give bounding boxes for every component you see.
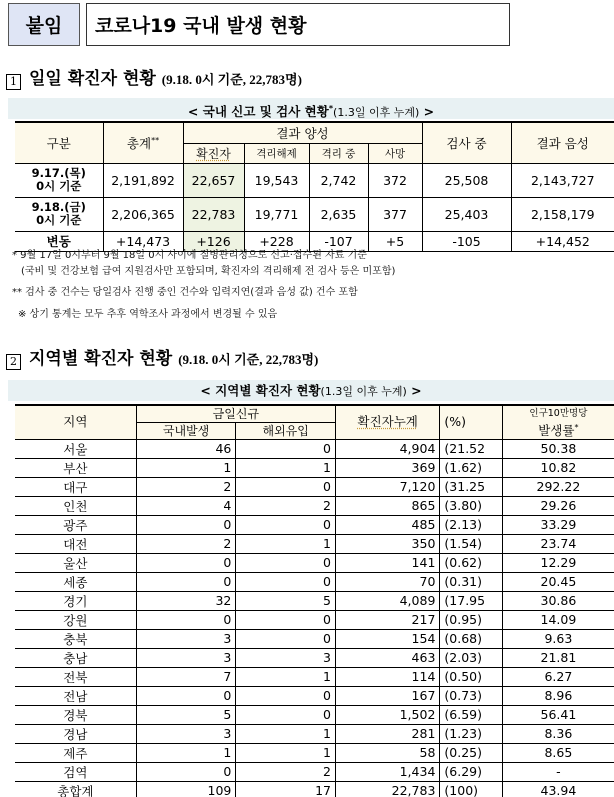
cell-imported: 0: [236, 705, 336, 724]
domestic-tests-table: [15, 121, 614, 252]
section-number-box: 2: [6, 354, 21, 370]
cell-imported: 1: [236, 534, 336, 553]
cell-percent: (0.95): [440, 610, 502, 629]
cell-imported: 0: [236, 686, 336, 705]
footnote: * 9월 17일 0시부터 9월 18일 0시 사이에 질병관리청으로 신고·접수된 자료 기준: [12, 250, 367, 261]
section-subtitle: (9.18. 0시 기준, 22,783명): [161, 72, 302, 87]
cell-domestic: 0: [136, 515, 236, 534]
cell-cumulative: 70: [335, 572, 439, 591]
cell-negative: 2,158,179: [511, 197, 614, 231]
cell-isolated: 2,742: [309, 163, 368, 197]
cell-cumulative: 865: [335, 496, 439, 515]
cell-rate: 23.74: [502, 534, 614, 553]
cell-region: 제주: [15, 743, 136, 762]
section-1-heading: [6, 64, 302, 89]
cell-cumulative: 4,089: [335, 591, 439, 610]
attachment-tag: 붙임: [8, 3, 80, 46]
cell-percent: (17.95: [440, 591, 502, 610]
cell-region: 광주: [15, 515, 136, 534]
cell-rate: 56.41: [502, 705, 614, 724]
cell-cumulative: 463: [335, 648, 439, 667]
cell-total: +14,473: [103, 231, 183, 251]
cell-cumulative: 141: [335, 553, 439, 572]
cell-imported: 3: [236, 648, 336, 667]
cell-region: 경남: [15, 724, 136, 743]
cell-rate: 20.45: [502, 572, 614, 591]
header-total: [103, 122, 183, 163]
cell-region: 세종: [15, 572, 136, 591]
cell-rate: 8.36: [502, 724, 614, 743]
cell-domestic: 0: [136, 610, 236, 629]
header-new-today: 금일신규: [136, 405, 335, 422]
footnote: (국비 및 건강보험 급여 지원검사만 포함되며, 확진자의 격리해제 전 검사 등은 미포함): [21, 265, 396, 277]
table-row: [15, 629, 614, 648]
cell-cumulative: 167: [335, 686, 439, 705]
header-confirmed-label: 확진자: [196, 146, 231, 161]
cell-cumulative: 281: [335, 724, 439, 743]
table-caption-regional: [8, 380, 614, 401]
document-title: 코로나19 국내 발생 현황: [86, 3, 510, 46]
cell-domestic: 5: [136, 705, 236, 724]
header-percent: (%): [440, 405, 502, 439]
cell-cumulative: 217: [335, 610, 439, 629]
footnote: ** 검사 중 건수는 당일검사 진행 중인 건수와 입력지연(결과 음성 값) 건수 포함: [12, 287, 358, 298]
cell-cumulative: 22,783: [335, 781, 439, 797]
cell-total: 2,191,892: [103, 163, 183, 197]
cell-percent: (31.25: [440, 477, 502, 496]
section-number-box: 1: [6, 74, 21, 90]
cell-negative: +14,452: [511, 231, 614, 251]
cell-region: 전남: [15, 686, 136, 705]
cell-cumulative: 58: [335, 743, 439, 762]
cell-rate: 14.09: [502, 610, 614, 629]
cell-deaths: +5: [368, 231, 422, 251]
footnote-mark: **: [151, 135, 160, 145]
cell-region: 검역: [15, 762, 136, 781]
regional-table-body: [15, 439, 614, 797]
cell-imported: 0: [236, 572, 336, 591]
cell-imported: 0: [236, 610, 336, 629]
cell-rate: 12.29: [502, 553, 614, 572]
cell-cumulative: 369: [335, 458, 439, 477]
caption-end: >: [423, 104, 435, 120]
table-row: [15, 496, 614, 515]
header-positive-group: 결과 양성: [183, 122, 422, 143]
header-isolated: 격리 중: [309, 143, 368, 163]
cell-percent: (1.62): [440, 458, 502, 477]
footnote: ※ 상기 통계는 모두 추후 역학조사 과정에서 변경될 수 있음: [18, 308, 278, 320]
caption-small: (1.3일 이후 누계): [333, 106, 420, 120]
cell-rate: 292.22: [502, 477, 614, 496]
cell-domestic: 7: [136, 667, 236, 686]
cell-percent: (100): [440, 781, 502, 797]
caption-main: < 국내 신고 및 검사 현황: [187, 104, 329, 120]
cell-domestic: 0: [136, 553, 236, 572]
cell-testing: -105: [422, 231, 511, 251]
table-caption-domestic-tests: [8, 98, 614, 119]
cell-region: 강원: [15, 610, 136, 629]
footnote-mark: *: [574, 422, 579, 432]
table-row: [15, 686, 614, 705]
cell-imported: 1: [236, 667, 336, 686]
cell-imported: 17: [236, 781, 336, 797]
cell-total: 2,206,365: [103, 197, 183, 231]
cell-rate: 50.38: [502, 439, 614, 458]
cell-testing: 25,403: [422, 197, 511, 231]
cell-cumulative: 1,502: [335, 705, 439, 724]
table-row: [15, 762, 614, 781]
caption-small: (1.3일 이후 누계): [320, 385, 407, 398]
header-cumulative: [335, 405, 439, 439]
cell-cumulative: 485: [335, 515, 439, 534]
cell-domestic: 2: [136, 477, 236, 496]
cell-region: 서울: [15, 439, 136, 458]
table-row: [15, 515, 614, 534]
table-row: [15, 667, 614, 686]
cell-region: 대전: [15, 534, 136, 553]
cell-rate: 10.82: [502, 458, 614, 477]
table-row: [15, 163, 614, 197]
cell-domestic: 2: [136, 534, 236, 553]
cell-isolated: 2,635: [309, 197, 368, 231]
cell-cumulative: 154: [335, 629, 439, 648]
cell-rate: 6.27: [502, 667, 614, 686]
row-label: 변동: [15, 231, 103, 251]
cell-region: 충북: [15, 629, 136, 648]
cell-region: 대구: [15, 477, 136, 496]
table-row: [15, 591, 614, 610]
cell-percent: (0.50): [440, 667, 502, 686]
cell-domestic: 4: [136, 496, 236, 515]
cell-domestic: 32: [136, 591, 236, 610]
document-header: [8, 3, 510, 46]
cell-rate: 29.26: [502, 496, 614, 515]
caption-main: < 지역별 확진자 현황: [200, 383, 321, 398]
cell-rate: -: [502, 762, 614, 781]
cell-percent: (0.62): [440, 553, 502, 572]
header-domestic: 국내발생: [136, 422, 236, 439]
section-subtitle: (9.18. 0시 기준, 22,783명): [178, 352, 319, 367]
cell-isolated: -107: [309, 231, 368, 251]
table-row: [15, 781, 614, 797]
cell-cumulative: 114: [335, 667, 439, 686]
cell-domestic: 0: [136, 762, 236, 781]
cell-percent: (3.80): [440, 496, 502, 515]
table-row: [15, 572, 614, 591]
cell-region: 인천: [15, 496, 136, 515]
cell-region: 경북: [15, 705, 136, 724]
cell-region: 충남: [15, 648, 136, 667]
cell-testing: 25,508: [422, 163, 511, 197]
cell-percent: (0.73): [440, 686, 502, 705]
caption-footnote-mark: *: [328, 104, 334, 113]
cell-imported: 0: [236, 629, 336, 648]
caption-end: >: [411, 383, 422, 398]
cell-domestic: 0: [136, 686, 236, 705]
table-row: [15, 553, 614, 572]
header-confirmed: [183, 143, 244, 163]
cell-percent: (1.23): [440, 724, 502, 743]
cell-domestic: 0: [136, 572, 236, 591]
cell-region: 총합계: [15, 781, 136, 797]
cell-percent: (0.31): [440, 572, 502, 591]
cell-released: 19,543: [244, 163, 309, 197]
cell-region: 경기: [15, 591, 136, 610]
regional-cases-table: [15, 404, 614, 797]
cell-imported: 1: [236, 458, 336, 477]
cell-rate: 30.86: [502, 591, 614, 610]
header-negative: 결과 음성: [511, 122, 614, 163]
cell-deaths: 372: [368, 163, 422, 197]
cell-confirmed: 22,783: [183, 197, 244, 231]
table-row: [15, 458, 614, 477]
cell-imported: 0: [236, 515, 336, 534]
table-row: [15, 743, 614, 762]
cell-imported: 2: [236, 762, 336, 781]
cell-domestic: 46: [136, 439, 236, 458]
cell-percent: (1.54): [440, 534, 502, 553]
cell-cumulative: 1,434: [335, 762, 439, 781]
cell-confirmed: 22,657: [183, 163, 244, 197]
cell-released: 19,771: [244, 197, 309, 231]
section-title-text: 지역별 확진자 현황: [29, 349, 173, 369]
cell-rate: 21.81: [502, 648, 614, 667]
cell-imported: 1: [236, 724, 336, 743]
header-testing: 검사 중: [422, 122, 511, 163]
cell-domestic: 109: [136, 781, 236, 797]
cell-region: 전북: [15, 667, 136, 686]
header-total-label: 총계: [126, 135, 152, 151]
table-row: [15, 477, 614, 496]
cell-cumulative: 7,120: [335, 477, 439, 496]
cell-percent: (0.68): [440, 629, 502, 648]
cell-rate: 9.63: [502, 629, 614, 648]
cell-imported: 2: [236, 496, 336, 515]
cell-cumulative: 4,904: [335, 439, 439, 458]
header-rate: [502, 405, 614, 439]
cell-negative: 2,143,727: [511, 163, 614, 197]
header-rate-top: 인구10만명당: [529, 407, 588, 419]
cell-percent: (21.52: [440, 439, 502, 458]
table-row: [15, 724, 614, 743]
cell-released: +228: [244, 231, 309, 251]
cell-imported: 5: [236, 591, 336, 610]
cell-percent: (6.59): [440, 705, 502, 724]
row-label-time: 0시 기준: [36, 179, 82, 193]
cell-domestic: 3: [136, 648, 236, 667]
header-region: 지역: [15, 405, 136, 439]
cell-percent: (2.03): [440, 648, 502, 667]
cell-region: 부산: [15, 458, 136, 477]
header-category: 구분: [15, 122, 103, 163]
row-label: [15, 163, 103, 197]
cell-rate: 33.29: [502, 515, 614, 534]
cell-domestic: 3: [136, 629, 236, 648]
cell-deaths: 377: [368, 197, 422, 231]
cell-confirmed: +126: [183, 231, 244, 251]
table-row: [15, 197, 614, 231]
cell-imported: 0: [236, 477, 336, 496]
row-label-date: 9.17.(목): [31, 166, 86, 180]
table-row: [15, 439, 614, 458]
cell-domestic: 1: [136, 458, 236, 477]
cell-imported: 0: [236, 439, 336, 458]
table-row: [15, 705, 614, 724]
cell-imported: 0: [236, 553, 336, 572]
header-cumulative-label: 확진자누계: [357, 414, 418, 430]
table-row: [15, 534, 614, 553]
section-title: [29, 344, 172, 369]
row-label-time: 0시 기준: [36, 213, 82, 227]
cell-rate: 43.94: [502, 781, 614, 797]
cell-rate: 8.96: [502, 686, 614, 705]
cell-percent: (2.13): [440, 515, 502, 534]
cell-rate: 8.65: [502, 743, 614, 762]
cell-percent: (6.29): [440, 762, 502, 781]
header-imported: 해외유입: [236, 422, 336, 439]
cell-cumulative: 350: [335, 534, 439, 553]
section-2-heading: [6, 344, 318, 369]
cell-domestic: 1: [136, 743, 236, 762]
cell-region: 울산: [15, 553, 136, 572]
table-row: [15, 648, 614, 667]
row-label: [15, 197, 103, 231]
row-label-date: 9.18.(금): [31, 200, 86, 214]
cell-percent: (0.25): [440, 743, 502, 762]
header-rate-label: 발생률: [538, 422, 575, 438]
footnotes: [12, 248, 395, 322]
table-row: [15, 610, 614, 629]
header-deaths: 사망: [368, 143, 422, 163]
header-released: 격리해제: [244, 143, 309, 163]
section-title: 일일 확진자 현황: [29, 69, 156, 89]
cell-imported: 1: [236, 743, 336, 762]
cell-domestic: 3: [136, 724, 236, 743]
